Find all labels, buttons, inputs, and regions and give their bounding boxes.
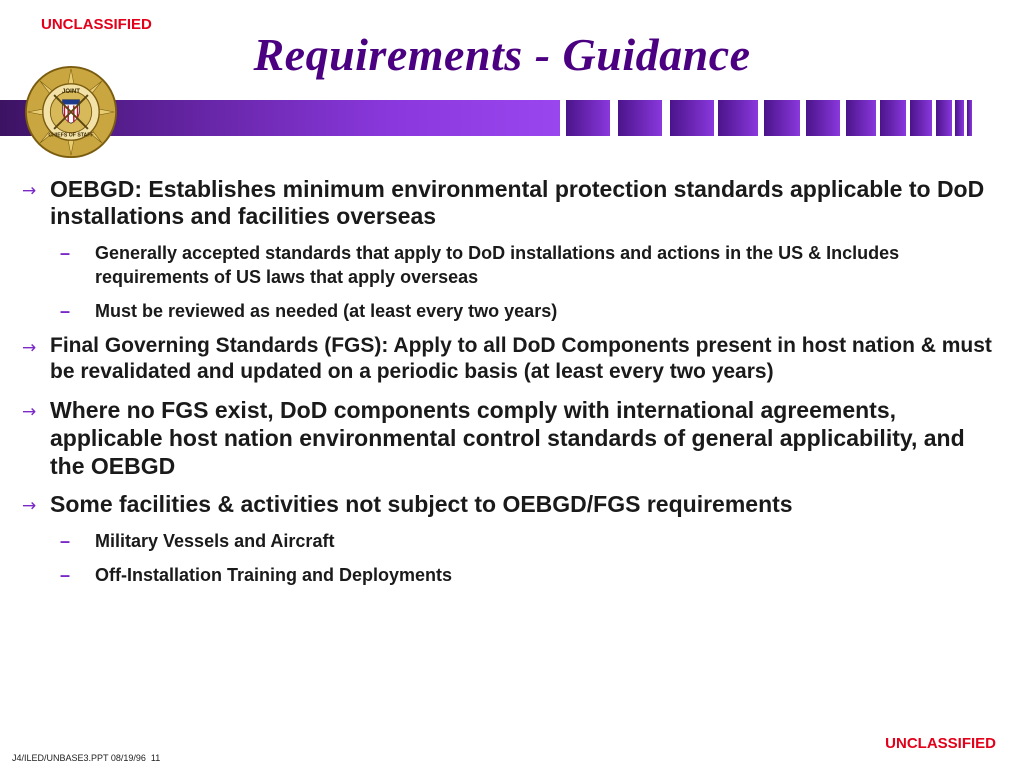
dash-bullet-icon: – [60,565,71,585]
arrow-bullet-icon: → [22,402,37,422]
sub-bullet-text: Off-Installation Training and Deployments [95,565,453,585]
joint-chiefs-seal-icon [24,65,118,159]
bullet-item [22,396,997,480]
bullet-text: Final Governing Standards (FGS): Apply to all DoD Components present in host nation & must be revalidated and updated on a periodic basis (at least every two years) [50,334,992,383]
bullet-list [22,176,997,597]
slide-title: Requirements - Guidance [253,29,751,80]
svg-text:CHIEFS OF STAFF: CHIEFS OF STAFF [48,132,94,139]
bullet-item [22,333,997,385]
arrow-bullet-icon: → [22,338,37,358]
dash-bullet-icon: – [60,531,71,551]
sub-bullet-item [22,241,997,289]
dash-bullet-icon: – [60,243,71,263]
bullet-item [22,176,997,230]
sub-bullet-text: Must be reviewed as needed (at least every two years) [95,301,558,321]
bullet-text: OEBGD: Establishes minimum environmental protection standards applicable to DoD installations and facilities overseas [50,176,985,229]
sub-bullet-item [22,299,997,323]
sub-bullet-text: Military Vessels and Aircraft [95,531,335,551]
svg-text:JOINT: JOINT [62,88,80,96]
page-number: 11 [150,753,161,763]
bullet-item [22,491,997,518]
bullet-text: Some facilities & activities not subject to OEBGD/FGS requirements [50,491,793,517]
dash-bullet-icon: – [60,301,71,321]
slide-footer [12,753,160,763]
sub-bullet-text: Generally accepted standards that apply to DoD installations and actions in the US & Includes requirements of US laws that apply overseas [95,243,900,287]
header-band-blocks [0,100,1024,139]
arrow-bullet-icon: → [22,496,37,516]
classification-marking-top: UNCLASSIFIED [41,16,152,33]
sub-bullet-item [22,563,997,587]
sub-bullet-item [22,529,997,553]
arrow-bullet-icon: → [22,181,37,201]
classification-marking-bottom: UNCLASSIFIED [885,735,996,752]
footer-reference: J4/ILED/UNBASE3.PPT 08/19/96 [12,753,146,763]
bullet-text: Where no FGS exist, DoD components comply with international agreements, applicable host nation environmental control standards of general applicability, and the OEBGD [50,397,965,479]
